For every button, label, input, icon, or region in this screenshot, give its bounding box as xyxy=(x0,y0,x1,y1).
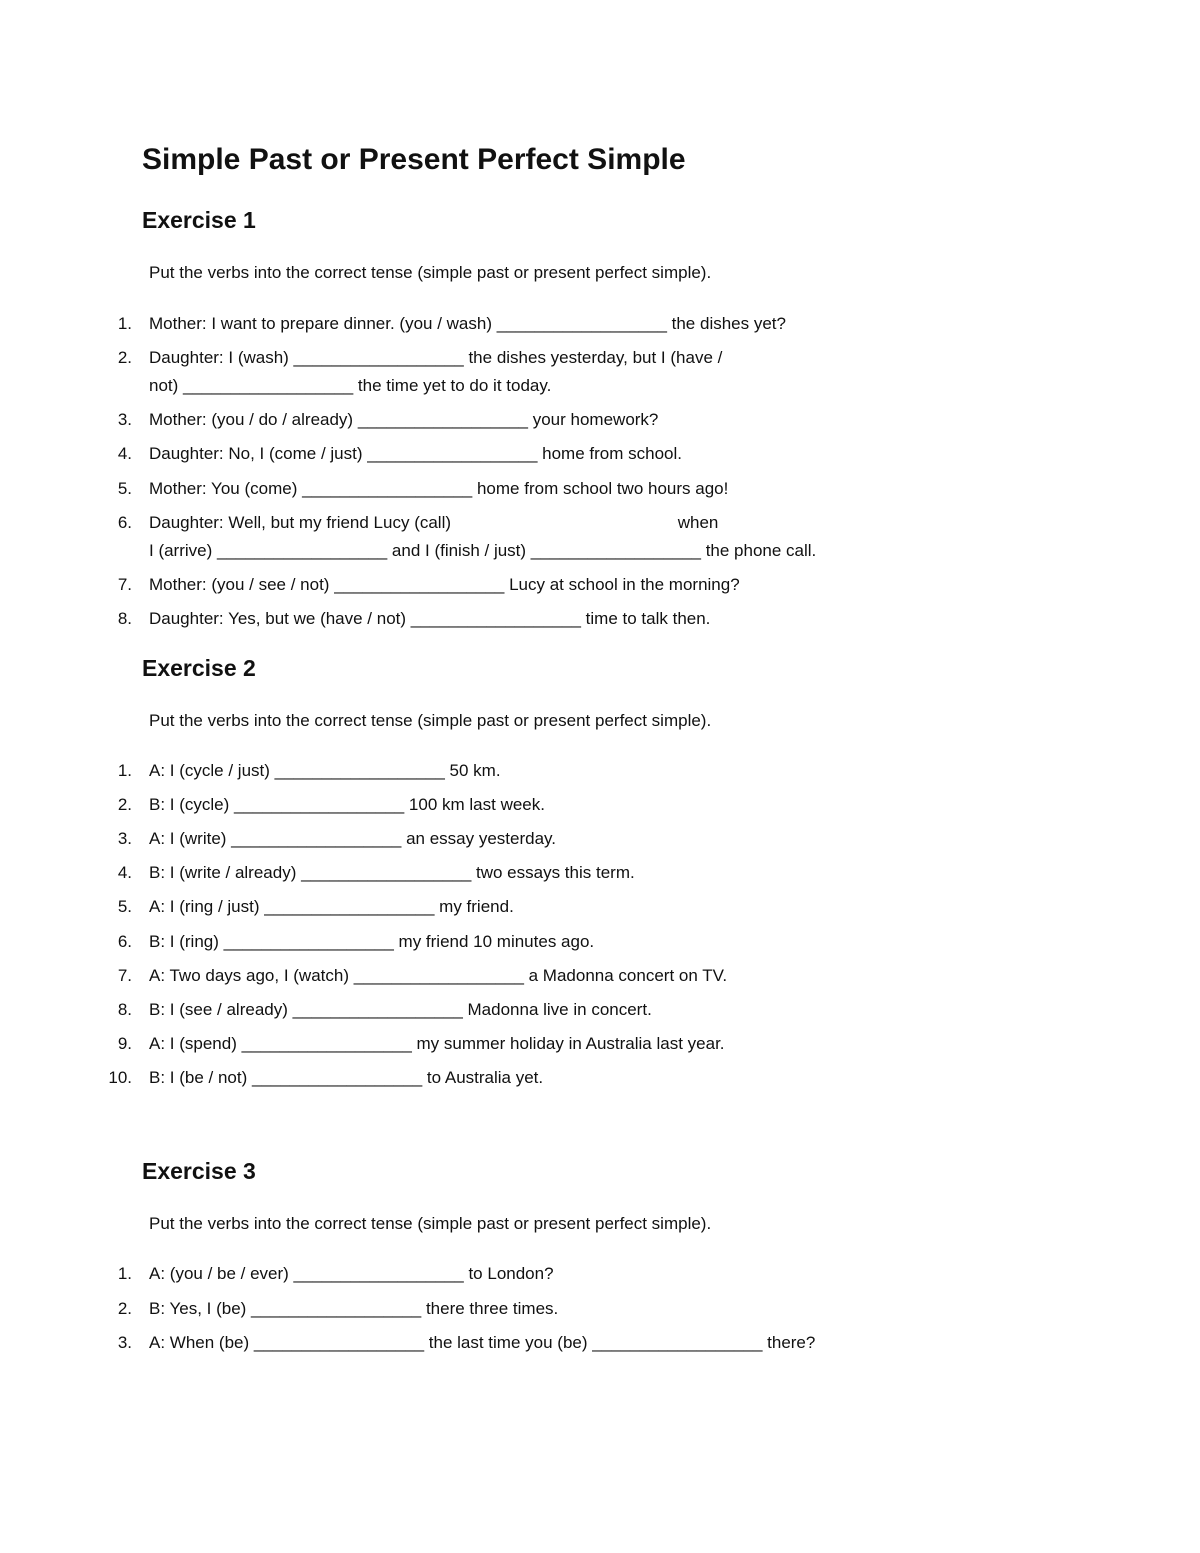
item-text: Mother: I want to prepare dinner. (you / wash) __________________ the dishes yet? xyxy=(149,314,786,333)
item-number: 2. xyxy=(117,795,132,814)
exercise-2-heading: Exercise 2 xyxy=(142,655,256,681)
item-text: A: I (write) __________________ an essay yesterday. xyxy=(149,829,557,848)
item-number: 4. xyxy=(117,444,132,463)
item-number: 3. xyxy=(117,410,132,429)
exercise-1-heading: Exercise 1 xyxy=(142,207,256,233)
item-text: A: Two days ago, I (watch) __________________ a Madonna concert on TV. xyxy=(149,966,728,985)
item-text-continued: I (arrive) __________________ and I (finish / just) __________________ the phone call. xyxy=(149,541,817,560)
item-number: 1. xyxy=(117,314,132,333)
exercise-3-instruction: Put the verbs into the correct tense (simple past or present perfect simple). xyxy=(149,1214,712,1233)
item-number: 6. xyxy=(117,932,132,951)
item-text-continued: not) __________________ the time yet to do it today. xyxy=(149,376,552,395)
item-number: 1. xyxy=(117,761,132,780)
item-number: 6. xyxy=(117,513,132,532)
item-number: 10. xyxy=(108,1068,132,1087)
page-title: Simple Past or Present Perfect Simple xyxy=(142,143,686,176)
item-text: A: I (ring / just) __________________ my friend. xyxy=(149,897,514,916)
item-text: B: I (write / already) __________________ two essays this term. xyxy=(149,863,635,882)
item-text: Daughter: Well, but my friend Lucy (call) when xyxy=(149,513,719,532)
item-text: B: I (ring) __________________ my friend 10 minutes ago. xyxy=(149,932,595,951)
item-number: 4. xyxy=(117,863,132,882)
item-number: 8. xyxy=(117,1000,132,1019)
item-text: Mother: (you / do / already) __________________ your homework? xyxy=(149,410,659,429)
item-number: 2. xyxy=(117,1299,132,1318)
item-text: A: I (cycle / just) __________________ 50 km. xyxy=(149,761,501,780)
exercise-1-instruction: Put the verbs into the correct tense (simple past or present perfect simple). xyxy=(149,263,712,282)
item-number: 8. xyxy=(117,609,132,628)
item-number: 5. xyxy=(117,479,132,498)
item-text: A: When (be) __________________ the last time you (be) __________________ there? xyxy=(149,1333,816,1352)
item-number: 3. xyxy=(117,1333,132,1352)
item-text: Mother: (you / see / not) __________________ Lucy at school in the morning? xyxy=(149,575,740,594)
item-number: 7. xyxy=(117,966,132,985)
item-text: Daughter: Yes, but we (have / not) __________________ time to talk then. xyxy=(149,609,711,628)
exercise-3-heading: Exercise 3 xyxy=(142,1158,256,1184)
item-text: A: I (spend) __________________ my summer holiday in Australia last year. xyxy=(149,1034,725,1053)
item-text: Daughter: I (wash) __________________ the dishes yesterday, but I (have / xyxy=(149,348,723,367)
item-number: 2. xyxy=(117,348,132,367)
item-text: A: (you / be / ever) __________________ to London? xyxy=(149,1264,554,1283)
item-number: 3. xyxy=(117,829,132,848)
item-text: B: Yes, I (be) __________________ there three times. xyxy=(149,1299,559,1318)
item-number: 7. xyxy=(117,575,132,594)
item-number: 9. xyxy=(117,1034,132,1053)
item-text: B: I (cycle) __________________ 100 km last week. xyxy=(149,795,545,814)
item-text: Daughter: No, I (come / just) __________________ home from school. xyxy=(149,444,682,463)
item-number: 1. xyxy=(117,1264,132,1283)
item-text: Mother: You (come) __________________ home from school two hours ago! xyxy=(149,479,729,498)
exercise-2-instruction: Put the verbs into the correct tense (simple past or present perfect simple). xyxy=(149,711,712,730)
item-number: 5. xyxy=(117,897,132,916)
item-text: B: I (be / not) __________________ to Australia yet. xyxy=(149,1068,544,1087)
item-text: B: I (see / already) __________________ Madonna live in concert. xyxy=(149,1000,652,1019)
